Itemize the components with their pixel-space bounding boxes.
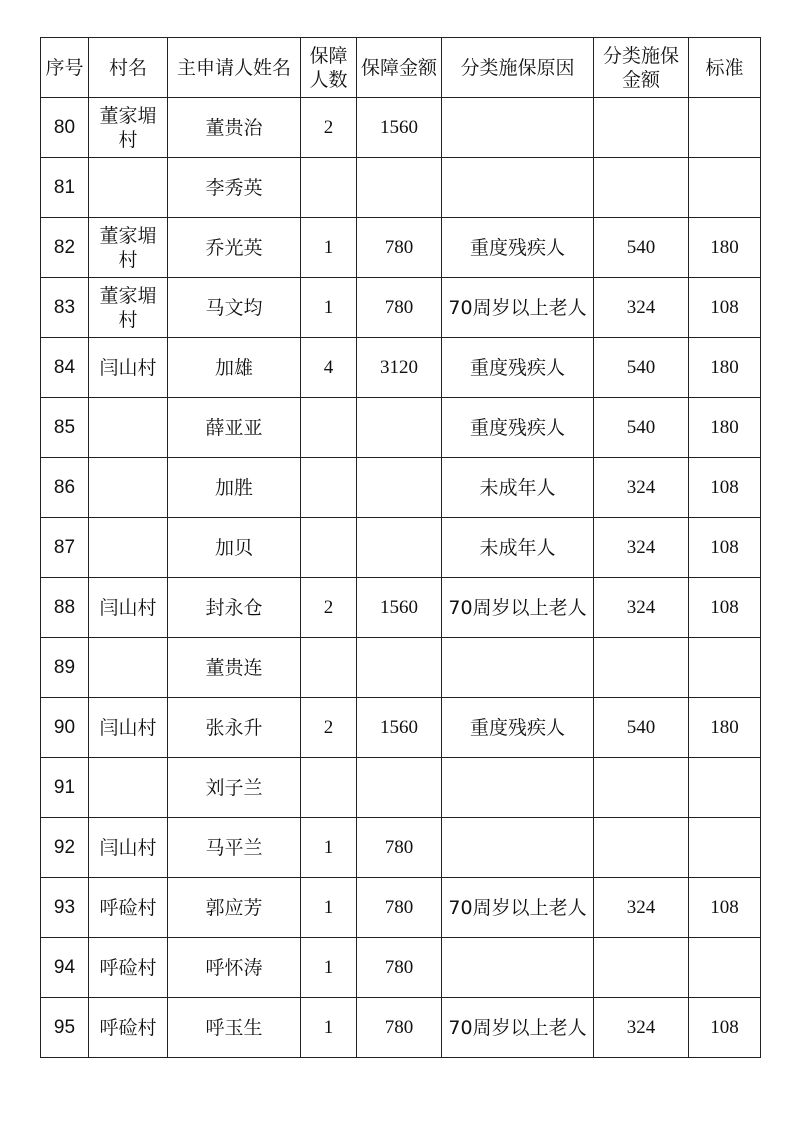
- cell-category-reason: 70周岁以上老人: [442, 878, 594, 938]
- cell-applicant-name: 董贵治: [168, 98, 301, 158]
- cell-covered-count: 1: [301, 818, 357, 878]
- header-category-amount: 分类施保金额: [594, 38, 689, 98]
- cell-applicant-name: 呼玉生: [168, 998, 301, 1058]
- cell-seq: 85: [41, 398, 89, 458]
- cell-covered-count: [301, 518, 357, 578]
- cell-category-amount: [594, 938, 689, 998]
- cell-standard: [689, 98, 761, 158]
- cell-covered-amount: 780: [357, 218, 442, 278]
- cell-village: 呼硷村: [89, 998, 168, 1058]
- header-category-reason: 分类施保原因: [442, 38, 594, 98]
- cell-covered-amount: [357, 398, 442, 458]
- cell-seq: 92: [41, 818, 89, 878]
- cell-category-reason: [442, 818, 594, 878]
- cell-covered-count: 2: [301, 98, 357, 158]
- cell-applicant-name: 乔光英: [168, 218, 301, 278]
- cell-category-reason: 70周岁以上老人: [442, 998, 594, 1058]
- cell-applicant-name: 薛亚亚: [168, 398, 301, 458]
- cell-standard: 180: [689, 338, 761, 398]
- header-applicant-name: 主申请人姓名: [168, 38, 301, 98]
- cell-village: 呼硷村: [89, 878, 168, 938]
- cell-standard: [689, 818, 761, 878]
- cell-standard: 108: [689, 518, 761, 578]
- table-row: [41, 338, 761, 398]
- cell-seq: 89: [41, 638, 89, 698]
- cell-category-reason: 未成年人: [442, 518, 594, 578]
- cell-seq: 90: [41, 698, 89, 758]
- cell-category-reason: 70周岁以上老人: [442, 578, 594, 638]
- cell-category-reason: 70周岁以上老人: [442, 278, 594, 338]
- cell-seq: 87: [41, 518, 89, 578]
- cell-category-amount: 540: [594, 698, 689, 758]
- cell-village: [89, 158, 168, 218]
- cell-applicant-name: 董贵连: [168, 638, 301, 698]
- cell-village: 董家堳村: [89, 98, 168, 158]
- cell-seq: 91: [41, 758, 89, 818]
- cell-covered-amount: [357, 158, 442, 218]
- cell-category-reason: [442, 638, 594, 698]
- header-covered-amount: 保障金额: [357, 38, 442, 98]
- cell-village: 闫山村: [89, 698, 168, 758]
- cell-standard: 108: [689, 278, 761, 338]
- cell-seq: 84: [41, 338, 89, 398]
- cell-category-amount: 540: [594, 338, 689, 398]
- table-row: [41, 278, 761, 338]
- cell-standard: [689, 638, 761, 698]
- table-row: [41, 578, 761, 638]
- cell-seq: 93: [41, 878, 89, 938]
- cell-category-reason: [442, 758, 594, 818]
- table-row: [41, 98, 761, 158]
- cell-covered-count: [301, 158, 357, 218]
- table-row: [41, 998, 761, 1058]
- cell-category-amount: 324: [594, 518, 689, 578]
- cell-covered-amount: 1560: [357, 578, 442, 638]
- cell-covered-amount: 1560: [357, 698, 442, 758]
- cell-seq: 82: [41, 218, 89, 278]
- table-row: [41, 938, 761, 998]
- table-row: [41, 698, 761, 758]
- table-row: [41, 398, 761, 458]
- cell-covered-count: 1: [301, 878, 357, 938]
- cell-standard: 180: [689, 398, 761, 458]
- cell-standard: 108: [689, 458, 761, 518]
- cell-covered-count: [301, 458, 357, 518]
- cell-seq: 88: [41, 578, 89, 638]
- cell-covered-count: 4: [301, 338, 357, 398]
- table-row: [41, 638, 761, 698]
- cell-covered-amount: [357, 518, 442, 578]
- cell-category-amount: [594, 818, 689, 878]
- cell-village: 董家堳村: [89, 278, 168, 338]
- cell-covered-count: [301, 758, 357, 818]
- cell-covered-amount: [357, 758, 442, 818]
- cell-covered-amount: 780: [357, 938, 442, 998]
- cell-village: [89, 458, 168, 518]
- cell-seq: 86: [41, 458, 89, 518]
- cell-covered-count: 1: [301, 998, 357, 1058]
- cell-covered-amount: 780: [357, 878, 442, 938]
- cell-standard: 108: [689, 878, 761, 938]
- cell-category-reason: 未成年人: [442, 458, 594, 518]
- cell-covered-amount: [357, 638, 442, 698]
- cell-category-amount: 324: [594, 278, 689, 338]
- header-standard: 标准: [689, 38, 761, 98]
- cell-seq: 81: [41, 158, 89, 218]
- cell-standard: [689, 758, 761, 818]
- cell-covered-count: 1: [301, 218, 357, 278]
- cell-covered-amount: 3120: [357, 338, 442, 398]
- cell-applicant-name: 加贝: [168, 518, 301, 578]
- table-header: [41, 38, 761, 98]
- cell-village: 闫山村: [89, 578, 168, 638]
- cell-category-amount: 324: [594, 998, 689, 1058]
- cell-category-reason: 重度残疾人: [442, 698, 594, 758]
- cell-covered-amount: 780: [357, 278, 442, 338]
- cell-village: [89, 758, 168, 818]
- header-seq: 序号: [41, 38, 89, 98]
- cell-category-amount: 540: [594, 218, 689, 278]
- cell-applicant-name: 李秀英: [168, 158, 301, 218]
- cell-category-amount: 324: [594, 578, 689, 638]
- cell-category-amount: 540: [594, 398, 689, 458]
- cell-applicant-name: 呼怀涛: [168, 938, 301, 998]
- cell-covered-amount: [357, 458, 442, 518]
- cell-applicant-name: 加雄: [168, 338, 301, 398]
- cell-standard: 108: [689, 998, 761, 1058]
- cell-category-reason: [442, 938, 594, 998]
- cell-category-reason: 重度残疾人: [442, 338, 594, 398]
- header-village: 村名: [89, 38, 168, 98]
- cell-category-reason: [442, 98, 594, 158]
- cell-standard: [689, 938, 761, 998]
- cell-seq: 80: [41, 98, 89, 158]
- cell-village: 董家堳村: [89, 218, 168, 278]
- cell-seq: 94: [41, 938, 89, 998]
- cell-applicant-name: 加胜: [168, 458, 301, 518]
- assistance-table: [40, 37, 761, 1058]
- cell-category-amount: [594, 638, 689, 698]
- cell-village: 闫山村: [89, 818, 168, 878]
- cell-category-amount: 324: [594, 878, 689, 938]
- cell-village: [89, 638, 168, 698]
- table-row: [41, 218, 761, 278]
- cell-category-amount: [594, 158, 689, 218]
- table-row: [41, 818, 761, 878]
- cell-covered-count: [301, 638, 357, 698]
- cell-applicant-name: 封永仓: [168, 578, 301, 638]
- cell-category-reason: 重度残疾人: [442, 218, 594, 278]
- cell-standard: 180: [689, 698, 761, 758]
- cell-standard: [689, 158, 761, 218]
- cell-village: 闫山村: [89, 338, 168, 398]
- cell-covered-count: [301, 398, 357, 458]
- cell-applicant-name: 马平兰: [168, 818, 301, 878]
- table-row: [41, 458, 761, 518]
- cell-standard: 180: [689, 218, 761, 278]
- cell-village: [89, 398, 168, 458]
- cell-category-amount: 324: [594, 458, 689, 518]
- cell-covered-count: 2: [301, 578, 357, 638]
- cell-category-reason: 重度残疾人: [442, 398, 594, 458]
- cell-seq: 83: [41, 278, 89, 338]
- cell-applicant-name: 马文均: [168, 278, 301, 338]
- cell-applicant-name: 张永升: [168, 698, 301, 758]
- table-row: [41, 158, 761, 218]
- cell-covered-count: 2: [301, 698, 357, 758]
- header-covered-count: 保障人数: [301, 38, 357, 98]
- cell-applicant-name: 郭应芳: [168, 878, 301, 938]
- table-row: [41, 758, 761, 818]
- cell-category-amount: [594, 98, 689, 158]
- cell-covered-amount: 780: [357, 818, 442, 878]
- cell-category-amount: [594, 758, 689, 818]
- table-body: [41, 98, 761, 1058]
- cell-village: 呼硷村: [89, 938, 168, 998]
- cell-covered-amount: 780: [357, 998, 442, 1058]
- cell-covered-count: 1: [301, 278, 357, 338]
- table-row: [41, 518, 761, 578]
- table-row: [41, 878, 761, 938]
- cell-seq: 95: [41, 998, 89, 1058]
- cell-category-reason: [442, 158, 594, 218]
- cell-standard: 108: [689, 578, 761, 638]
- cell-covered-count: 1: [301, 938, 357, 998]
- cell-covered-amount: 1560: [357, 98, 442, 158]
- cell-applicant-name: 刘子兰: [168, 758, 301, 818]
- header-row: [41, 38, 761, 98]
- cell-village: [89, 518, 168, 578]
